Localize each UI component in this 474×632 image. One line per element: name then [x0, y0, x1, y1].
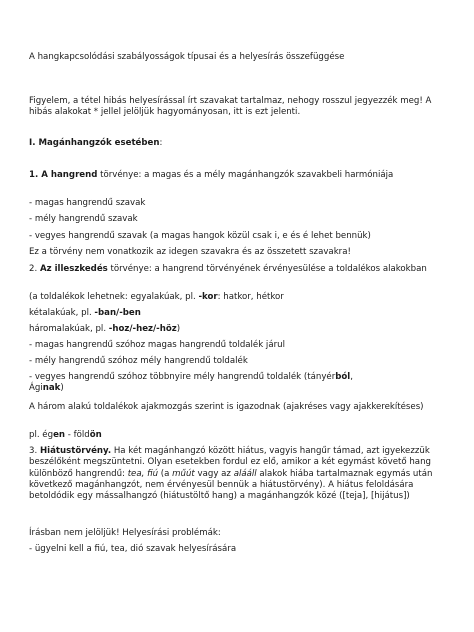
rule-hiatus-italic: tea, fiú — [127, 468, 159, 479]
suffix-line-one — [29, 292, 449, 303]
rule-hiatus-text: Ha két magánhangzó között hiátus, vagyis hangűr támad, azt igyekezzük beszélőként megszüntetni. Olyan esetekben fordul ez elő, amikor a két egymást követő hang különböző hangrendű: — [29, 446, 431, 479]
rule-illeszkedes-text: törvénye: a hangrend törvényének érvényesülése a toldalékos alakokban — [107, 264, 427, 274]
list-item-text: Ági — [29, 383, 43, 394]
rule-hiatus-title: Hiátustörvény. — [39, 446, 112, 456]
suffix-line-two — [29, 308, 449, 319]
section-heading-text: I. Magánhangzók esetében — [29, 138, 160, 148]
closing-line: Írásban nem jelöljük! Helyesírási problémák: — [29, 528, 221, 538]
closing-line: - ügyelni kell a fiú, tea, dió szavak helyesírására — [29, 544, 237, 554]
rule-illeszkedes-extra: A három alakú toldalékok ajakmozgás szerint is igazodnak (ajakréses vagy ajakkerekítéses) — [29, 402, 424, 412]
rule-hiatus-text: alakok hiába tartalmaznak egymás után következő magánhangzót, nem érvényesül bennük a hiátustörvény). A hiátus feloldására betoldódik egy mássalhangzó (hiátustöltő hang) a magánhangzók közé ([teja], [hijátus]) — [29, 468, 433, 502]
list-item-text: - vegyes hangrendű szóhoz többnyire mély hangrendű toldalék (tányér — [29, 372, 336, 382]
suffix-line-three-post: ) — [176, 324, 181, 334]
section-heading-colon: : — [159, 138, 163, 148]
example-bold: ön — [89, 430, 102, 440]
suffix-line-one-bold: -kor — [198, 292, 218, 302]
suffix-line-two-bold: -ban/-ben — [94, 308, 141, 318]
suffix-line-three-pre: háromalakúak, pl. — [29, 324, 109, 334]
example-line — [29, 430, 449, 441]
suffix-line-three — [29, 324, 449, 335]
section-heading — [29, 138, 449, 149]
example-text: pl. ég — [29, 430, 54, 440]
rule-hiatus-italic: műút — [172, 468, 195, 479]
suffix-line-one-pre: (a toldalékok lehetnek: egyalakúak, pl. — [29, 292, 199, 302]
warning-paragraph: Figyelem, a tétel hibás helyesírással írt szavakat tartalmaz, nehogy rosszul jegyezzék meg! A hibás alakokat * jellel jelöljük hagyományosan, itt is ezt jelenti. — [29, 96, 432, 118]
suffix-line-three-bold: -hoz/-hez/-höz — [108, 324, 177, 334]
suffix-line-two-pre: kétalakúak, pl. — [29, 308, 95, 318]
rule-hiatus-text: (a — [158, 468, 173, 479]
example-text: - föld — [65, 430, 90, 440]
document-title: A hangkapcsolódási szabályosságok típusai és a helyesírás összefüggése — [29, 52, 345, 62]
list-item-text: ) — [60, 383, 64, 394]
rule-hiatus-num: 3. — [29, 446, 40, 456]
list-item: - magas hangrendű szavak — [29, 198, 146, 208]
rule-illeszkedes — [29, 264, 449, 275]
list-item: - mély hangrendű szavak — [29, 214, 138, 224]
rule-hangrend-text: törvénye: a magas és a mély magánhangzók szavakbeli harmóniája — [97, 170, 394, 180]
rule-hangrend — [29, 170, 449, 181]
suffix-line-one-post: : hatkor, hétkor — [217, 292, 284, 302]
list-item: - mély hangrendű szóhoz mély hangrendű toldalék — [29, 356, 248, 366]
rule-hiatus — [29, 446, 449, 503]
rule-illeszkedes-num: 2. — [29, 264, 40, 274]
list-item: - vegyes hangrendű szavak (a magas hangok közül csak i, e és é lehet bennük) — [29, 231, 371, 241]
list-item-bold: nak — [42, 383, 61, 394]
rule-hiatus-italic: alááll — [233, 468, 257, 479]
list-item — [29, 372, 449, 395]
rule-hangrend-note: Ez a törvény nem vonatkozik az idegen szavakra és az összetett szavakra! — [29, 247, 351, 257]
rule-hangrend-title: 1. A hangrend — [29, 170, 98, 180]
rule-hiatus-text: vagy az — [194, 468, 234, 479]
example-bold: en — [53, 430, 66, 440]
list-item-bold: ból — [335, 372, 351, 382]
list-item: - magas hangrendű szóhoz magas hangrendű toldalék járul — [29, 340, 285, 350]
rule-illeszkedes-title: Az illeszkedés — [39, 264, 108, 274]
list-item-text: , — [350, 372, 353, 382]
